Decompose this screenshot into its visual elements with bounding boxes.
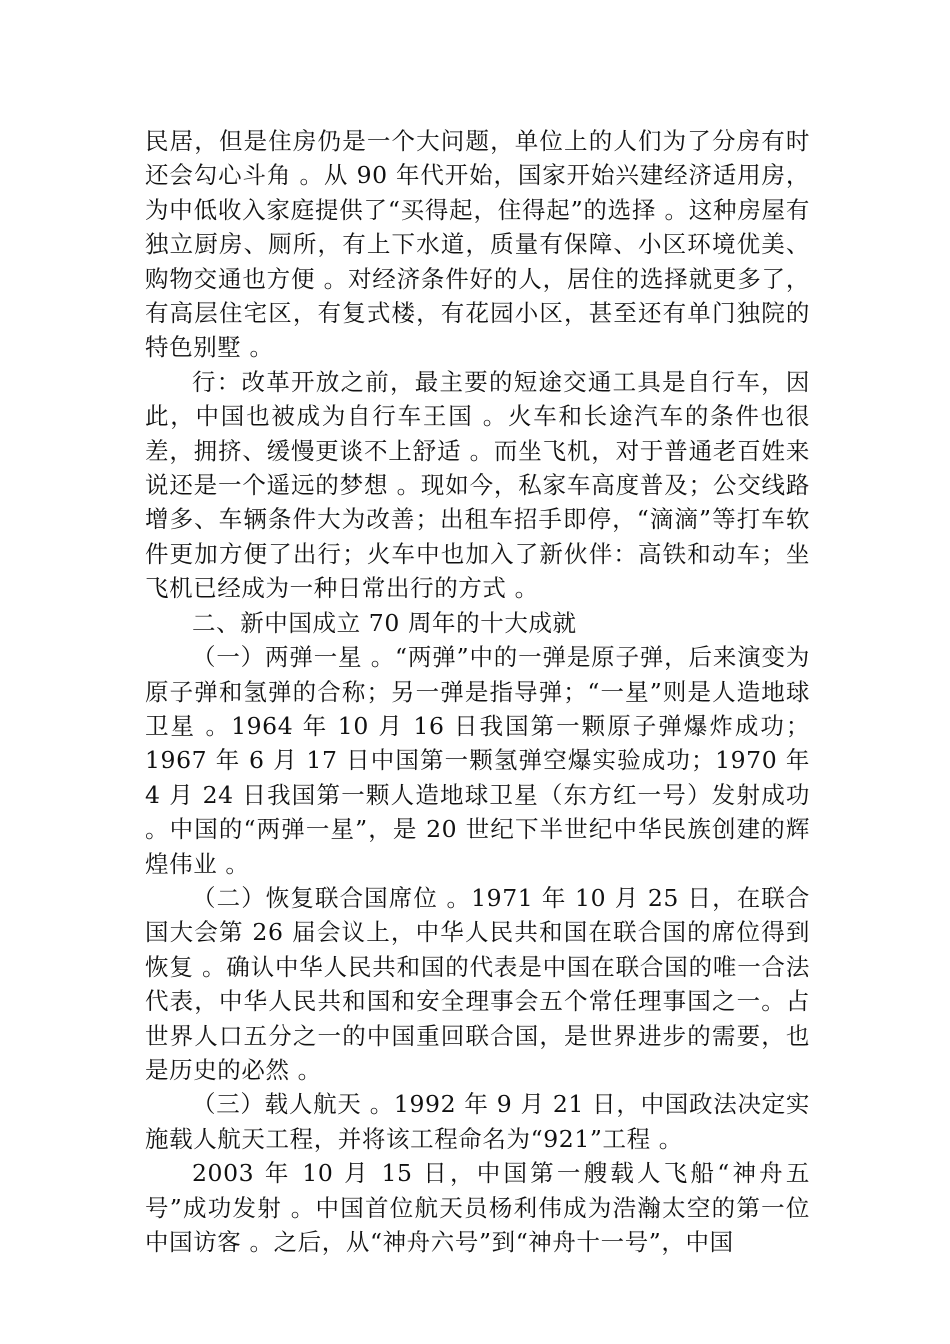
document-body xyxy=(145,124,810,1259)
paragraph-transportation: 行：改革开放之前，最主要的短途交通工具是自行车，因此，中国也被成为自行车王国 。火车和长途汽车的条件也很差，拥挤、缓慢更谈不上舒适 。而坐飞机，对于普通老百姓来说还是一个遥远的梦想 。现如今，私家车高度普及；公交线路增多、车辆条件大为改善；出租车招手即停，“滴滴”等打车软件更加方便了出行；火车中也加入了新伙伴：高铁和动车；坐飞机已经成为一种日常出行的方式 。 xyxy=(145,367,810,603)
section-heading-achievements: 二、新中国成立 70 周年的十大成就 xyxy=(192,608,577,637)
paragraph-two-bombs-one-satellite: （一）两弹一星 。“两弹”中的一弹是原子弹，后来演变为原子弹和氢弹的合称；另一弹是指导弹；“一星”则是人造地球卫星 。1964 年 10 月 16 日我国第一颗原子弹爆炸成功；1967 年 6 月 17 日中国第一颗氢弹空爆实验成功；1970 年 4 月 24 日我国第一颗人造地球卫星（东方红一号）发射成功 。中国的“两弹一星”，是 20 世纪下半世纪中华民族创建的辉煌伟业 。 xyxy=(145,643,810,878)
paragraph-housing-continued: 民居，但是住房仍是一个大问题，单位上的人们为了分房有时还会勾心斗角 。从 90 年代开始，国家开始兴建经济适用房，为中低收入家庭提供了“买得起，住得起”的选择 。这种房屋有独立厨房、厕所，有上下水道，质量有保障、小区环境优美、购物交通也方便 。对经济条件好的人，居住的选择就更多了，有高层住宅区，有复式楼，有花园小区，甚至还有单门独院的特色别墅 。 xyxy=(145,127,810,362)
paragraph-shenzhou: 2003 年 10 月 15 日，中国第一艘载人飞船“神舟五号”成功发射 。中国首位航天员杨利伟成为浩瀚太空的第一位中国访客 。之后，从“神舟六号”到“神舟十一号”，中国 xyxy=(145,1159,810,1256)
paragraph-un-seat: （二）恢复联合国席位 。1971 年 10 月 25 日，在联合国大会第 26 届会议上，中华人民共和国在联合国的席位得到恢复 。确认中华人民共和国的代表是中国在联合国的唯一合法代表，中华人民共和国和安全理事会五个常任理事国之一。占世界人口五分之一的中国重回联合国，是世界进步的需要，也是历史的必然 。 xyxy=(145,883,810,1084)
paragraph-manned-spaceflight: （三）载人航天 。1992 年 9 月 21 日，中国政法决定实施载人航天工程，并将该工程命名为“921”工程 。 xyxy=(145,1090,810,1153)
